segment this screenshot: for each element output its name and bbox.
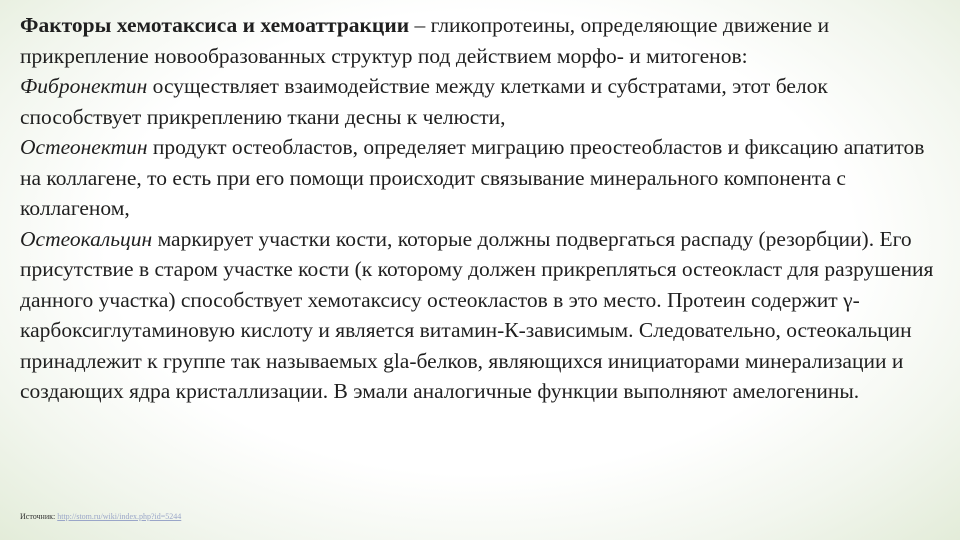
fibronectin-term: Фибронектин <box>20 74 148 98</box>
slide-body <box>20 10 940 407</box>
osteocalcin-term: Остеокальцин <box>20 226 153 251</box>
fibronectin-text: осуществляет взаимодействие между клетками и субстратами, этот белок способствует прикреплению ткани десны к челюсти, <box>20 74 828 129</box>
fibronectin-paragraph <box>20 71 940 132</box>
source-link[interactable]: http://stom.ru/wiki/index.php?id=5244 <box>57 512 182 521</box>
intro-text: – гликопротеины, определяющие движение и прикрепление новообразованных структур под действием морфо- и митогенов: <box>20 13 830 68</box>
osteocalcin-paragraph <box>20 224 940 407</box>
osteonectin-paragraph <box>20 132 940 224</box>
osteocalcin-text: маркирует участки кости, которые должны подвергаться распаду (резорбции). Его присутствие в старом участке кости (к которому должен прикрепляться остеокласт для разрушения данного участка) способствует хемотаксису остеокластов в это место. Протеин содержит γ-карбоксиглутаминовую кислоту и является витамин-К-зависимым. Следовательно, остеокальцин принадлежит к группе так называемых gla-белков, являющихся инициаторами минерализации и создающих ядра кристаллизации. В эмали аналогичные функции выполняют амелогенины. <box>20 226 934 403</box>
intro-term: Факторы хемотаксиса и хемоаттракции <box>20 13 410 37</box>
source-note <box>20 512 181 522</box>
intro-paragraph <box>20 10 940 71</box>
osteonectin-text: продукт остеобластов, определяет миграцию преостеобластов и фиксацию апатитов на коллагене, то есть при его помощи происходит связывание минерального компонента с коллагеном, <box>20 135 925 220</box>
osteonectin-term: Остеонектин <box>20 135 148 159</box>
source-label: Источник: <box>20 512 58 521</box>
